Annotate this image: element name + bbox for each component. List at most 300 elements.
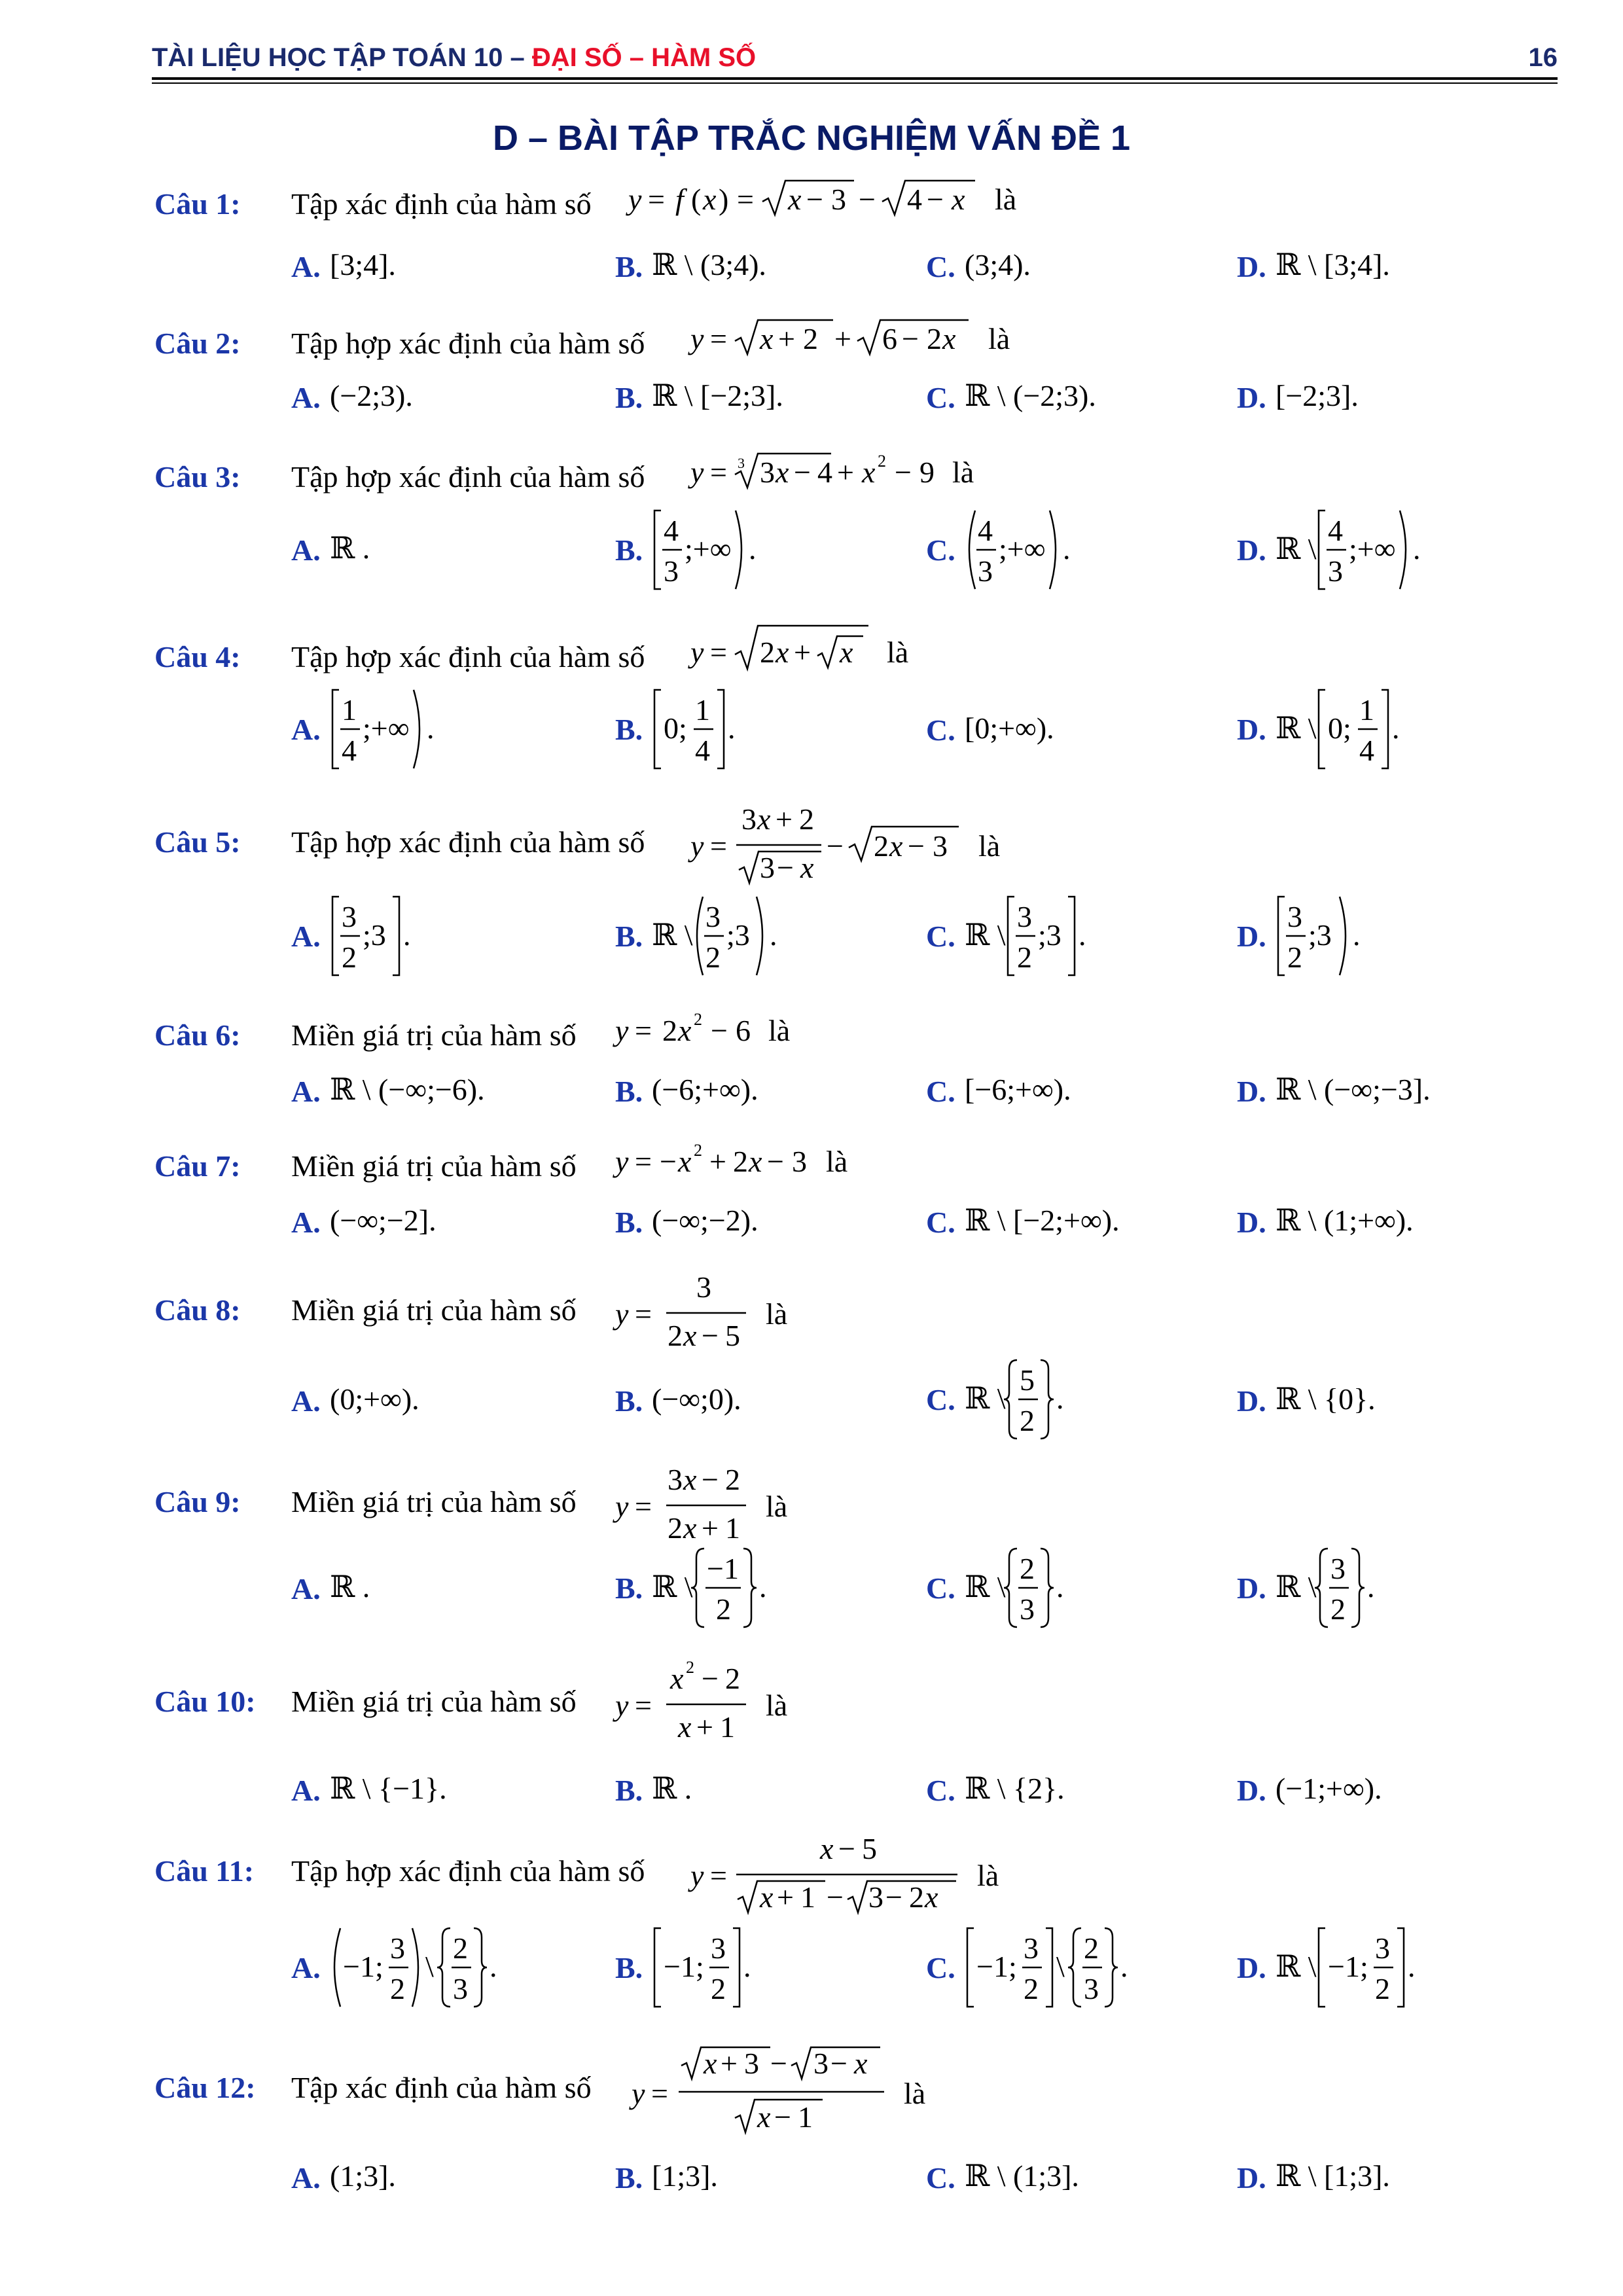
question-suffix: là bbox=[978, 829, 1001, 863]
svg-text:ℝ \ {−1}.: ℝ \ {−1}. bbox=[329, 1772, 447, 1805]
svg-text:−: − bbox=[895, 456, 912, 489]
svg-text:3: 3 bbox=[741, 802, 757, 836]
question-label: Câu 4: bbox=[154, 640, 241, 673]
question-suffix: là bbox=[826, 1145, 848, 1178]
option-b[interactable]: B. −1; 3 2 . bbox=[615, 1924, 796, 2011]
svg-text:1: 1 bbox=[341, 693, 357, 726]
svg-text:2: 2 bbox=[1287, 941, 1302, 974]
svg-text:3: 3 bbox=[831, 183, 846, 216]
question-text: Miền giá trị của hàm số bbox=[291, 1018, 577, 1052]
svg-text:3: 3 bbox=[738, 455, 745, 471]
svg-text:2: 2 bbox=[733, 1145, 748, 1178]
svg-text:[3;4].: [3;4]. bbox=[329, 248, 396, 281]
svg-text:+: + bbox=[702, 1511, 719, 1545]
svg-text:4: 4 bbox=[664, 514, 679, 547]
svg-text:(−6;+∞).: (−6;+∞). bbox=[652, 1073, 758, 1106]
svg-text:2: 2 bbox=[686, 1658, 694, 1677]
svg-text:2: 2 bbox=[874, 829, 889, 863]
option-d[interactable]: D. [−2;3]. bbox=[1237, 379, 1359, 414]
question-text: Miền giá trị của hàm số bbox=[291, 1293, 577, 1327]
svg-text:2: 2 bbox=[803, 322, 818, 355]
svg-text:3: 3 bbox=[341, 900, 357, 933]
svg-text:3: 3 bbox=[744, 2047, 759, 2080]
svg-text:.: . bbox=[728, 711, 736, 745]
question-suffix: là bbox=[766, 1297, 788, 1331]
svg-text:3: 3 bbox=[452, 1972, 468, 2005]
svg-text:.: . bbox=[1062, 532, 1071, 565]
svg-text:9: 9 bbox=[919, 456, 935, 489]
header-title-part1: TÀI LIỆU HỌC TẬP TOÁN 10 – bbox=[152, 43, 532, 72]
option-a[interactable]: A. ℝ . bbox=[291, 531, 370, 567]
svg-text:.: . bbox=[426, 711, 435, 745]
svg-text:+: + bbox=[834, 322, 851, 355]
svg-text:x: x bbox=[678, 1145, 692, 1178]
svg-text:3: 3 bbox=[1023, 1931, 1039, 1965]
svg-text:y: y bbox=[615, 1145, 629, 1178]
question-formula bbox=[690, 448, 1031, 501]
svg-text:−1;: −1; bbox=[976, 1950, 1017, 1983]
option-b[interactable]: B. (−∞;−2). bbox=[615, 1204, 758, 1239]
svg-text:x: x bbox=[854, 2047, 868, 2080]
svg-text:ℝ \: ℝ \ bbox=[964, 918, 1006, 952]
svg-text:ℝ .: ℝ . bbox=[329, 531, 370, 565]
svg-text:x: x bbox=[840, 636, 853, 669]
option-a[interactable]: A. ℝ \ {−1}. bbox=[291, 1772, 447, 1807]
svg-text:.: . bbox=[1056, 1382, 1064, 1415]
option-b[interactable]: B. [1;3]. bbox=[615, 2159, 719, 2195]
svg-text:(0;+∞).: (0;+∞). bbox=[329, 1382, 419, 1416]
svg-text:ℝ \: ℝ \ bbox=[1275, 1950, 1317, 1983]
svg-text:3: 3 bbox=[1083, 1972, 1099, 2005]
option-a[interactable]: A. (−2;3). bbox=[291, 379, 413, 414]
svg-text:3: 3 bbox=[868, 1880, 883, 1914]
svg-text:3: 3 bbox=[389, 1931, 405, 1965]
svg-text:−: − bbox=[767, 1145, 784, 1178]
svg-text:(−∞;−2).: (−∞;−2). bbox=[652, 1204, 758, 1237]
svg-text:2: 2 bbox=[662, 1014, 677, 1047]
svg-text:5: 5 bbox=[862, 1832, 877, 1865]
svg-text:−1: −1 bbox=[707, 1552, 740, 1585]
svg-text:x: x bbox=[760, 1880, 774, 1914]
svg-text:+: + bbox=[721, 2047, 738, 2080]
svg-text:1: 1 bbox=[725, 1511, 740, 1545]
svg-text:2: 2 bbox=[878, 452, 886, 471]
option-b[interactable]: B. 0; 1 4 . bbox=[615, 686, 796, 772]
option-d[interactable]: D. ℝ \ {0}. bbox=[1237, 1382, 1376, 1418]
svg-text:2: 2 bbox=[716, 1592, 732, 1626]
svg-text:[1;3].: [1;3]. bbox=[652, 2159, 719, 2193]
svg-text:ℝ \: ℝ \ bbox=[964, 1570, 1006, 1604]
svg-text:.: . bbox=[489, 1950, 497, 1983]
svg-text:4: 4 bbox=[977, 514, 993, 547]
question-text: Tập hợp xác định của hàm số bbox=[291, 825, 645, 859]
svg-text:y: y bbox=[690, 829, 704, 863]
svg-text:.: . bbox=[759, 1570, 767, 1604]
option-a[interactable]: A. ℝ . bbox=[291, 1570, 370, 1605]
option-d[interactable]: D. (−1;+∞). bbox=[1237, 1772, 1382, 1807]
svg-text:=: = bbox=[648, 183, 665, 216]
svg-text:4: 4 bbox=[817, 456, 832, 489]
svg-text:ℝ \ [−2;+∞).: ℝ \ [−2;+∞). bbox=[964, 1204, 1120, 1237]
option-b[interactable]: B. (−∞;0). bbox=[615, 1382, 741, 1418]
question-formula bbox=[690, 315, 1031, 367]
svg-text:.: . bbox=[1412, 532, 1421, 565]
svg-text:−: − bbox=[927, 183, 944, 216]
svg-text:x: x bbox=[703, 183, 717, 216]
svg-text:x: x bbox=[776, 636, 789, 669]
svg-text:5: 5 bbox=[1019, 1363, 1035, 1397]
option-b[interactable]: B. ℝ \ [−2;3]. bbox=[615, 379, 784, 414]
svg-text:.: . bbox=[1391, 711, 1400, 745]
question-label: Câu 11: bbox=[154, 1854, 255, 1888]
svg-text:1: 1 bbox=[1359, 693, 1374, 726]
svg-text:x: x bbox=[670, 1662, 684, 1695]
svg-text:3: 3 bbox=[977, 554, 993, 588]
svg-text:+: + bbox=[837, 456, 854, 489]
option-b[interactable]: B. ℝ \ −1 2 . bbox=[615, 1545, 809, 1631]
svg-text:=: = bbox=[635, 1689, 652, 1722]
svg-text:ℝ \ {0}.: ℝ \ {0}. bbox=[1275, 1382, 1376, 1416]
svg-text:3: 3 bbox=[711, 1931, 726, 1965]
svg-text:4: 4 bbox=[695, 734, 711, 767]
svg-text:−: − bbox=[806, 183, 823, 216]
svg-text:ℝ \: ℝ \ bbox=[652, 918, 693, 952]
svg-text:[−2;3].: [−2;3]. bbox=[1275, 379, 1359, 412]
option-a[interactable]: A. [3;4]. bbox=[291, 248, 396, 283]
option-c[interactable]: C. ℝ \ (−2;3). bbox=[926, 379, 1096, 414]
option-a[interactable]: A. (0;+∞). bbox=[291, 1382, 419, 1418]
question-text: Miền giá trị của hàm số bbox=[291, 1485, 577, 1518]
svg-text:−: − bbox=[859, 183, 876, 216]
svg-text:5: 5 bbox=[725, 1319, 740, 1352]
option-d[interactable]: D. ℝ \ (1;+∞). bbox=[1237, 1204, 1414, 1239]
section-title: D – BÀI TẬP TRẮC NGHIỆM VẤN ĐỀ 1 bbox=[492, 118, 1131, 158]
svg-text:3: 3 bbox=[760, 456, 775, 489]
svg-text:−: − bbox=[830, 2047, 847, 2080]
svg-text:ℝ .: ℝ . bbox=[329, 1570, 370, 1604]
option-c[interactable]: C. [−6;+∞). bbox=[926, 1073, 1071, 1108]
question-label: Câu 6: bbox=[154, 1018, 241, 1052]
svg-text:=: = bbox=[710, 829, 727, 863]
question-suffix: là bbox=[887, 636, 909, 669]
svg-text:;3: ;3 bbox=[362, 918, 386, 952]
svg-text:+: + bbox=[777, 1880, 794, 1914]
svg-text:.: . bbox=[1120, 1950, 1128, 1983]
option-b[interactable]: B. ℝ \ 3 2 ;3 . bbox=[615, 893, 835, 979]
question-label: Câu 5: bbox=[154, 825, 241, 859]
svg-text:3: 3 bbox=[792, 1145, 807, 1178]
question-text: Tập hợp xác định của hàm số bbox=[291, 640, 645, 673]
svg-text:+: + bbox=[794, 636, 811, 669]
option-d[interactable]: D. ℝ \ −1; 3 2 . bbox=[1237, 1924, 1472, 2011]
svg-text:x: x bbox=[820, 1832, 834, 1865]
question-suffix: là bbox=[952, 456, 974, 489]
question-suffix: là bbox=[995, 183, 1017, 216]
svg-text:6: 6 bbox=[736, 1014, 751, 1047]
option-c[interactable]: C. ℝ \ 3 2 ;3 . bbox=[926, 893, 1148, 979]
svg-text:0;: 0; bbox=[664, 711, 687, 745]
svg-text:;3: ;3 bbox=[726, 918, 750, 952]
svg-text:x: x bbox=[952, 183, 965, 216]
svg-text:(−2;3).: (−2;3). bbox=[329, 379, 413, 412]
option-a[interactable]: A. 1 4 ;+∞ . bbox=[291, 686, 500, 772]
svg-text:2: 2 bbox=[705, 941, 721, 974]
svg-text:−: − bbox=[908, 829, 925, 863]
svg-text:1: 1 bbox=[695, 693, 711, 726]
option-c[interactable]: C. [0;+∞). bbox=[926, 711, 1054, 747]
svg-text:−: − bbox=[702, 1319, 719, 1352]
svg-text:=: = bbox=[710, 636, 727, 669]
svg-text:2: 2 bbox=[1016, 941, 1032, 974]
svg-text:x: x bbox=[925, 1880, 938, 1914]
question-text: Tập hợp xác định của hàm số bbox=[291, 460, 645, 493]
svg-text:ℝ \ (−∞;−3].: ℝ \ (−∞;−3]. bbox=[1275, 1073, 1431, 1106]
svg-text:2: 2 bbox=[452, 1931, 468, 1965]
svg-text:x: x bbox=[800, 851, 814, 884]
svg-text:2: 2 bbox=[1083, 1931, 1099, 1965]
svg-text:3: 3 bbox=[1016, 900, 1032, 933]
option-c[interactable]: C. 4 3 ;+∞ . bbox=[926, 507, 1135, 593]
question-text: Tập hợp xác định của hàm số bbox=[291, 1854, 645, 1888]
option-a[interactable]: A. 3 2 ;3 . bbox=[291, 893, 474, 979]
svg-text:3: 3 bbox=[1330, 1552, 1346, 1585]
option-c[interactable]: C. ℝ \ 5 2 . bbox=[926, 1356, 1109, 1443]
header-title-part2: ĐẠI SỐ – HÀM SỐ bbox=[531, 43, 757, 72]
option-c[interactable]: C. ℝ \ (1;3]. bbox=[926, 2159, 1079, 2195]
option-c[interactable]: C. (3;4). bbox=[926, 248, 1031, 283]
svg-text:3: 3 bbox=[696, 1270, 711, 1304]
svg-text:+: + bbox=[778, 322, 795, 355]
svg-text:(3;4).: (3;4). bbox=[964, 248, 1031, 281]
svg-text:(−∞;−2].: (−∞;−2]. bbox=[329, 1204, 437, 1237]
question-label: Câu 10: bbox=[154, 1685, 256, 1718]
svg-text:;+∞: ;+∞ bbox=[998, 532, 1046, 565]
svg-text:y: y bbox=[615, 1014, 629, 1047]
question-text: Tập xác định của hàm số bbox=[291, 187, 592, 221]
svg-text:ℝ \ {2}.: ℝ \ {2}. bbox=[964, 1772, 1065, 1805]
option-d[interactable]: D. ℝ \ (−∞;−3]. bbox=[1237, 1073, 1431, 1108]
svg-text:ℝ \ [3;4].: ℝ \ [3;4]. bbox=[1275, 248, 1390, 281]
svg-text:\: \ bbox=[425, 1950, 434, 1983]
option-a[interactable]: A. −1; 3 2 \ 2 3 . bbox=[291, 1924, 552, 2011]
question-label: Câu 2: bbox=[154, 327, 241, 360]
svg-text:−: − bbox=[838, 1832, 855, 1865]
question-label: Câu 12: bbox=[154, 2071, 256, 2104]
svg-text:ℝ \: ℝ \ bbox=[1275, 1570, 1317, 1604]
svg-text:−1;: −1; bbox=[1327, 1950, 1368, 1983]
option-d[interactable]: D. ℝ \ 0; 1 4 . bbox=[1237, 686, 1459, 772]
svg-text:+: + bbox=[776, 802, 793, 836]
question-formula bbox=[615, 1456, 825, 1547]
option-d[interactable]: D. ℝ \ 3 2 . bbox=[1237, 1545, 1419, 1631]
svg-text:−: − bbox=[660, 1145, 677, 1178]
question-text: Miền giá trị của hàm số bbox=[291, 1685, 577, 1718]
question-label: Câu 7: bbox=[154, 1149, 241, 1183]
header-rule-thin bbox=[152, 82, 1558, 84]
svg-text:−: − bbox=[702, 1463, 719, 1496]
svg-text:−: − bbox=[702, 1662, 719, 1695]
svg-text:2: 2 bbox=[694, 1141, 702, 1160]
option-a[interactable]: A. ℝ \ (−∞;−6). bbox=[291, 1073, 485, 1108]
svg-text:.: . bbox=[1056, 1570, 1064, 1604]
svg-text:3: 3 bbox=[705, 900, 721, 933]
svg-text:ℝ \ (−∞;−6).: ℝ \ (−∞;−6). bbox=[329, 1073, 485, 1106]
svg-text:=: = bbox=[651, 2077, 668, 2110]
question-suffix: là bbox=[766, 1490, 788, 1523]
option-a[interactable]: A. (1;3]. bbox=[291, 2159, 396, 2195]
option-a[interactable]: A. (−∞;−2]. bbox=[291, 1204, 437, 1239]
svg-text:−: − bbox=[885, 1880, 902, 1914]
option-b[interactable]: B. ℝ . bbox=[615, 1772, 692, 1807]
svg-text:2: 2 bbox=[1019, 1552, 1035, 1585]
svg-text:2: 2 bbox=[711, 1972, 726, 2005]
svg-text:y: y bbox=[615, 1297, 629, 1331]
svg-text:y: y bbox=[628, 183, 642, 216]
svg-text:=: = bbox=[737, 183, 754, 216]
option-b[interactable]: B. 4 3 ;+∞ . bbox=[615, 507, 822, 593]
svg-text:x: x bbox=[776, 456, 789, 489]
svg-text:.: . bbox=[1407, 1950, 1416, 1983]
svg-text:+: + bbox=[709, 1145, 726, 1178]
svg-text:3: 3 bbox=[664, 554, 679, 588]
svg-text:ℝ \: ℝ \ bbox=[1275, 532, 1317, 565]
svg-text:−1;: −1; bbox=[342, 1950, 383, 1983]
svg-text:3: 3 bbox=[760, 851, 775, 884]
option-b[interactable]: B. ℝ \ (3;4). bbox=[615, 248, 767, 283]
option-d[interactable]: D. 3 2 ;3 . bbox=[1237, 893, 1419, 979]
svg-text:ℝ .: ℝ . bbox=[652, 1772, 692, 1805]
option-c[interactable]: C. ℝ \ [−2;+∞). bbox=[926, 1204, 1120, 1239]
svg-text:x: x bbox=[749, 1145, 762, 1178]
svg-text:x: x bbox=[788, 183, 802, 216]
svg-text:.: . bbox=[1366, 1570, 1375, 1604]
svg-text:(1;3].: (1;3]. bbox=[329, 2159, 396, 2193]
svg-text:−: − bbox=[902, 322, 919, 355]
option-d[interactable]: D. ℝ \ 4 3 ;+∞ . bbox=[1237, 507, 1485, 593]
svg-text:=: = bbox=[635, 1490, 652, 1523]
svg-text:x: x bbox=[862, 456, 876, 489]
svg-text:4: 4 bbox=[907, 183, 922, 216]
svg-text:.: . bbox=[770, 918, 777, 952]
svg-text:y: y bbox=[615, 1490, 629, 1523]
svg-text:−1;: −1; bbox=[664, 1950, 704, 1983]
header-rule bbox=[152, 77, 1558, 80]
question-formula bbox=[690, 795, 1031, 887]
svg-text:2: 2 bbox=[760, 636, 775, 669]
question-suffix: là bbox=[768, 1014, 791, 1047]
svg-text:y: y bbox=[690, 456, 704, 489]
svg-text:−: − bbox=[770, 2047, 787, 2080]
svg-text:2: 2 bbox=[1019, 1404, 1035, 1437]
svg-text:[0;+∞).: [0;+∞). bbox=[964, 711, 1054, 745]
svg-text:2: 2 bbox=[799, 802, 814, 836]
question-formula bbox=[615, 1655, 825, 1746]
svg-text:\: \ bbox=[1056, 1950, 1065, 1983]
question-suffix: là bbox=[766, 1689, 788, 1722]
svg-text:−: − bbox=[794, 456, 811, 489]
svg-text:3: 3 bbox=[668, 1463, 683, 1496]
svg-text:−: − bbox=[827, 829, 844, 863]
question-formula bbox=[615, 1007, 825, 1059]
svg-text:;+∞: ;+∞ bbox=[362, 711, 410, 745]
question-formula bbox=[632, 2039, 972, 2138]
svg-text:−: − bbox=[774, 2100, 791, 2134]
question-label: Câu 1: bbox=[154, 187, 241, 221]
svg-text:3: 3 bbox=[1327, 554, 1343, 588]
svg-text:[−6;+∞).: [−6;+∞). bbox=[964, 1073, 1071, 1106]
svg-text:3: 3 bbox=[1019, 1592, 1035, 1626]
svg-text:.: . bbox=[1352, 918, 1361, 952]
question-text: Miền giá trị của hàm số bbox=[291, 1149, 577, 1183]
svg-text:x: x bbox=[683, 1511, 697, 1545]
svg-text:ℝ \: ℝ \ bbox=[964, 1382, 1006, 1415]
svg-text:ℝ \ (3;4).: ℝ \ (3;4). bbox=[652, 248, 767, 281]
svg-text:;+∞: ;+∞ bbox=[685, 532, 732, 565]
svg-text:x: x bbox=[678, 1710, 692, 1744]
svg-text:=: = bbox=[710, 1859, 727, 1892]
svg-text:ℝ \: ℝ \ bbox=[652, 1570, 693, 1604]
svg-text:=: = bbox=[710, 456, 727, 489]
svg-text:y: y bbox=[615, 1689, 629, 1722]
svg-text:=: = bbox=[635, 1297, 652, 1331]
svg-text:4: 4 bbox=[1359, 734, 1374, 767]
svg-text:2: 2 bbox=[1330, 1592, 1346, 1626]
svg-text:+: + bbox=[696, 1710, 713, 1744]
question-formula bbox=[628, 175, 1054, 228]
option-d[interactable]: D. ℝ \ [3;4]. bbox=[1237, 248, 1390, 283]
question-label: Câu 9: bbox=[154, 1485, 241, 1518]
svg-text:): ) bbox=[719, 183, 729, 216]
svg-text:x: x bbox=[683, 1463, 697, 1496]
svg-text:4: 4 bbox=[341, 734, 357, 767]
svg-text:2: 2 bbox=[1374, 1972, 1390, 2005]
svg-text:1: 1 bbox=[720, 1710, 735, 1744]
svg-text:ℝ \ (−2;3).: ℝ \ (−2;3). bbox=[964, 379, 1096, 412]
svg-text:2: 2 bbox=[909, 1880, 924, 1914]
svg-text:f: f bbox=[675, 183, 684, 216]
question-suffix: là bbox=[977, 1859, 999, 1892]
svg-text:.: . bbox=[402, 918, 411, 952]
svg-text:ℝ \ (1;+∞).: ℝ \ (1;+∞). bbox=[1275, 1204, 1414, 1237]
option-b[interactable]: B. (−6;+∞). bbox=[615, 1073, 758, 1108]
svg-text:−: − bbox=[827, 1880, 844, 1914]
svg-text:ℝ \ (1;3].: ℝ \ (1;3]. bbox=[964, 2159, 1079, 2193]
question-formula bbox=[615, 1263, 825, 1355]
svg-text:y: y bbox=[632, 2077, 645, 2110]
question-formula bbox=[690, 1825, 1031, 1916]
question-suffix: là bbox=[904, 2077, 926, 2110]
svg-text:x: x bbox=[757, 802, 771, 836]
question-formula bbox=[690, 622, 952, 681]
svg-text:ℝ \ [1;3].: ℝ \ [1;3]. bbox=[1275, 2159, 1390, 2193]
svg-text:=: = bbox=[635, 1145, 652, 1178]
svg-text:1: 1 bbox=[798, 2100, 813, 2134]
option-c[interactable]: C. ℝ \ {2}. bbox=[926, 1772, 1065, 1807]
option-d[interactable]: D. ℝ \ [1;3]. bbox=[1237, 2159, 1390, 2195]
svg-text:(: ( bbox=[691, 183, 702, 216]
option-c[interactable]: C. ℝ \ 2 3 . bbox=[926, 1545, 1109, 1631]
svg-text:−: − bbox=[711, 1014, 728, 1047]
svg-text:(−∞;0).: (−∞;0). bbox=[652, 1382, 741, 1416]
option-c[interactable]: C. −1; 3 2 \ 2 3 . bbox=[926, 1924, 1187, 2011]
svg-text:y: y bbox=[690, 322, 704, 355]
svg-text:x: x bbox=[757, 2100, 771, 2134]
svg-text:;3: ;3 bbox=[1308, 918, 1332, 952]
svg-text:3: 3 bbox=[933, 829, 948, 863]
question-label: Câu 8: bbox=[154, 1293, 241, 1327]
question-label: Câu 3: bbox=[154, 460, 241, 493]
svg-text:;3: ;3 bbox=[1037, 918, 1061, 952]
